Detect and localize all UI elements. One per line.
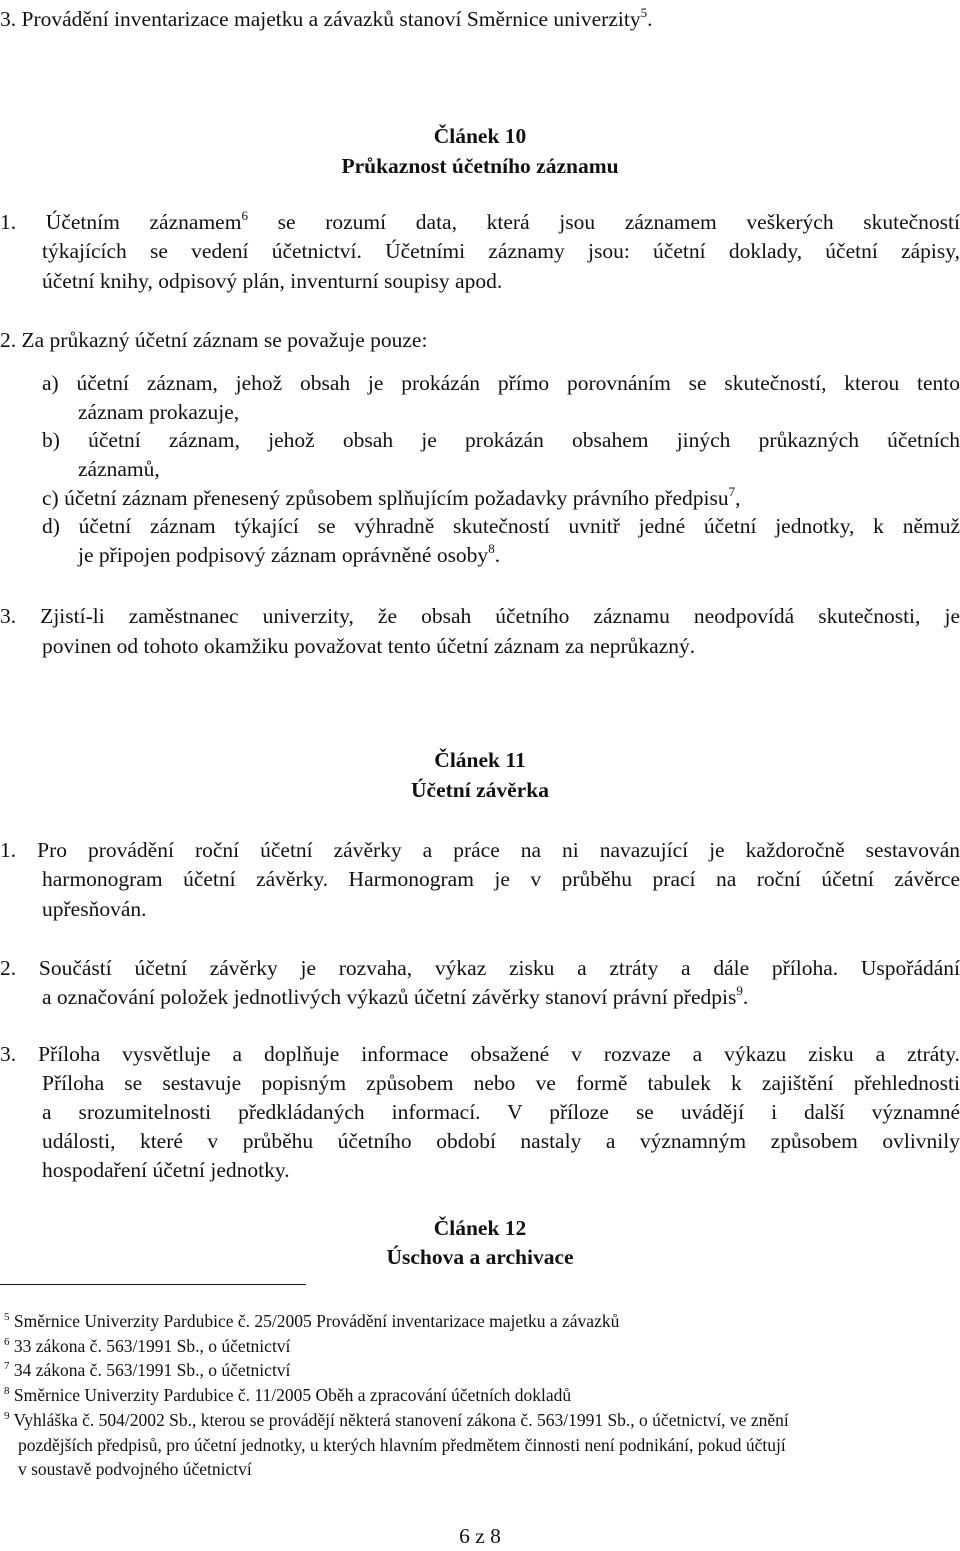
article-11-p3-line1: 3. Příloha vysvětluje a doplňuje informace obsažené v rozvaze a výkazu zisku a ztráty. [0, 1042, 960, 1066]
article-11-p1-line1: 1. Pro provádění roční účetní závěrky a práce na ni navazující je každoročně sestavován [0, 838, 960, 862]
article-10-p3-line2: povinen od tohoto okamžiku považovat tento účetní záznam za neprůkazný. [42, 634, 696, 658]
footnote-9-cont-line1: pozdějších předpisů, pro účetní jednotky, u kterých hlavním předmětem činnosti není podnikání, pokud účtují [18, 1435, 786, 1455]
footnote-5: $^5$ Směrnice Univerzity Pardubice č. 25/2005 Provádění inventarizace majetku a závazků [4, 1311, 620, 1331]
list-item-b-line1: b) účetní záznam, jehož obsah je prokázán obsahem jiných průkazných účetních [42, 428, 960, 452]
article-12-heading: Článek 12 [433, 1216, 527, 1240]
article-10-heading: Článek 10 [433, 124, 527, 148]
article-10-title: Průkaznost účetního záznamu [341, 154, 619, 178]
page-number: 6 z 8 [459, 1524, 501, 1548]
article-11-p1-line3: upřesňován. [42, 897, 147, 921]
article-11-heading: Článek 11 [434, 748, 526, 772]
footnote-ref[interactable]: 7 [728, 484, 736, 499]
footnote-ref[interactable]: 9 [736, 983, 743, 998]
list-item-a-line1: a) účetní záznam, jehož obsah je prokázán přímo porovnáním se skutečností, kterou tento [42, 371, 960, 395]
intro-paragraph [0, 4, 652, 34]
list-item-c: c) účetní záznam přenesený způsobem splňujícím požadavky právního předpisu$^7$, [42, 484, 741, 510]
article-11-p2-line2: a označování položek jednotlivých výkazů účetní závěrky stanoví právní předpis$^9$. [42, 983, 749, 1009]
footnote-7: $^7$ 34 zákona č. 563/1991 Sb., o účetnictví [4, 1360, 291, 1380]
article-11-p3-line2: Příloha se sestavuje popisným způsobem nebo ve formě tabulek k zajištění přehlednosti [42, 1071, 960, 1095]
intro-text: 3. Provádění inventarizace majetku a závazků stanoví Směrnice univerzity [0, 7, 641, 31]
article-10-p1-line1: 1. Účetním záznamem$^6$ se rozumí data, která jsou záznamem veškerých skutečností [0, 208, 960, 234]
footnote-ref[interactable]: 6 [241, 208, 248, 223]
article-11-p3-line5: hospodaření účetní jednotky. [42, 1158, 290, 1182]
footnote-ref[interactable]: 8 [488, 541, 495, 556]
footnote-ref[interactable]: 5 [640, 5, 648, 20]
article-11-p2-line1: 2. Součástí účetní závěrky je rozvaha, výkaz zisku a ztráty a dále příloha. Uspořádání [0, 956, 960, 980]
list-item-d-line1: d) účetní záznam týkající se výhradně skutečností uvnitř jedné účetní jednotky, k němuž [42, 514, 960, 538]
list-item-b-line2: záznamů, [78, 457, 160, 481]
footnote-9: $^9$ Vyhláška č. 504/2002 Sb., kterou se provádějí některá stanovení zákona č. 563/1991 Sb., o účetnictví, ve znění [4, 1410, 789, 1430]
article-11-title: Účetní závěrka [411, 778, 549, 802]
article-11-p1-line2: harmonogram účetní závěrky. Harmonogram je v průběhu prací na roční účetní závěrce [42, 867, 960, 891]
footnote-separator [0, 1284, 306, 1285]
article-11-p3-line4: události, které v průběhu účetního období nastaly a významným způsobem ovlivnily [42, 1129, 960, 1153]
footnote-6: $^6$ 33 zákona č. 563/1991 Sb., o účetnictví [4, 1336, 291, 1356]
footnote-9-cont-line2: v soustavě podvojného účetnictví [18, 1459, 252, 1479]
article-11-p3-line3: a srozumitelnosti předkládaných informací. V příloze se uvádějí i další významné [42, 1100, 960, 1124]
article-12-title: Úschova a archivace [386, 1245, 574, 1269]
article-10-p1-line2: týkajících se vedení účetnictví. Účetními záznamy jsou: účetní doklady, účetní zápisy, [42, 239, 960, 263]
list-item-d-line2: je připojen podpisový záznam oprávněné osoby$^8$. [78, 541, 501, 567]
intro-end: . [647, 7, 653, 31]
article-10-p2-intro: 2. Za průkazný účetní záznam se považuje pouze: [0, 328, 428, 352]
list-item-a-line2: záznam prokazuje, [78, 400, 240, 424]
article-10-p1-line3: účetní knihy, odpisový plán, inventurní soupisy apod. [42, 269, 503, 293]
article-10-p3-line1: 3. Zjistí-li zaměstnanec univerzity, že obsah účetního záznamu neodpovídá skutečnosti, je [0, 604, 960, 628]
footnote-8: $^8$ Směrnice Univerzity Pardubice č. 11/2005 Oběh a zpracování účetních dokladů [4, 1385, 572, 1405]
